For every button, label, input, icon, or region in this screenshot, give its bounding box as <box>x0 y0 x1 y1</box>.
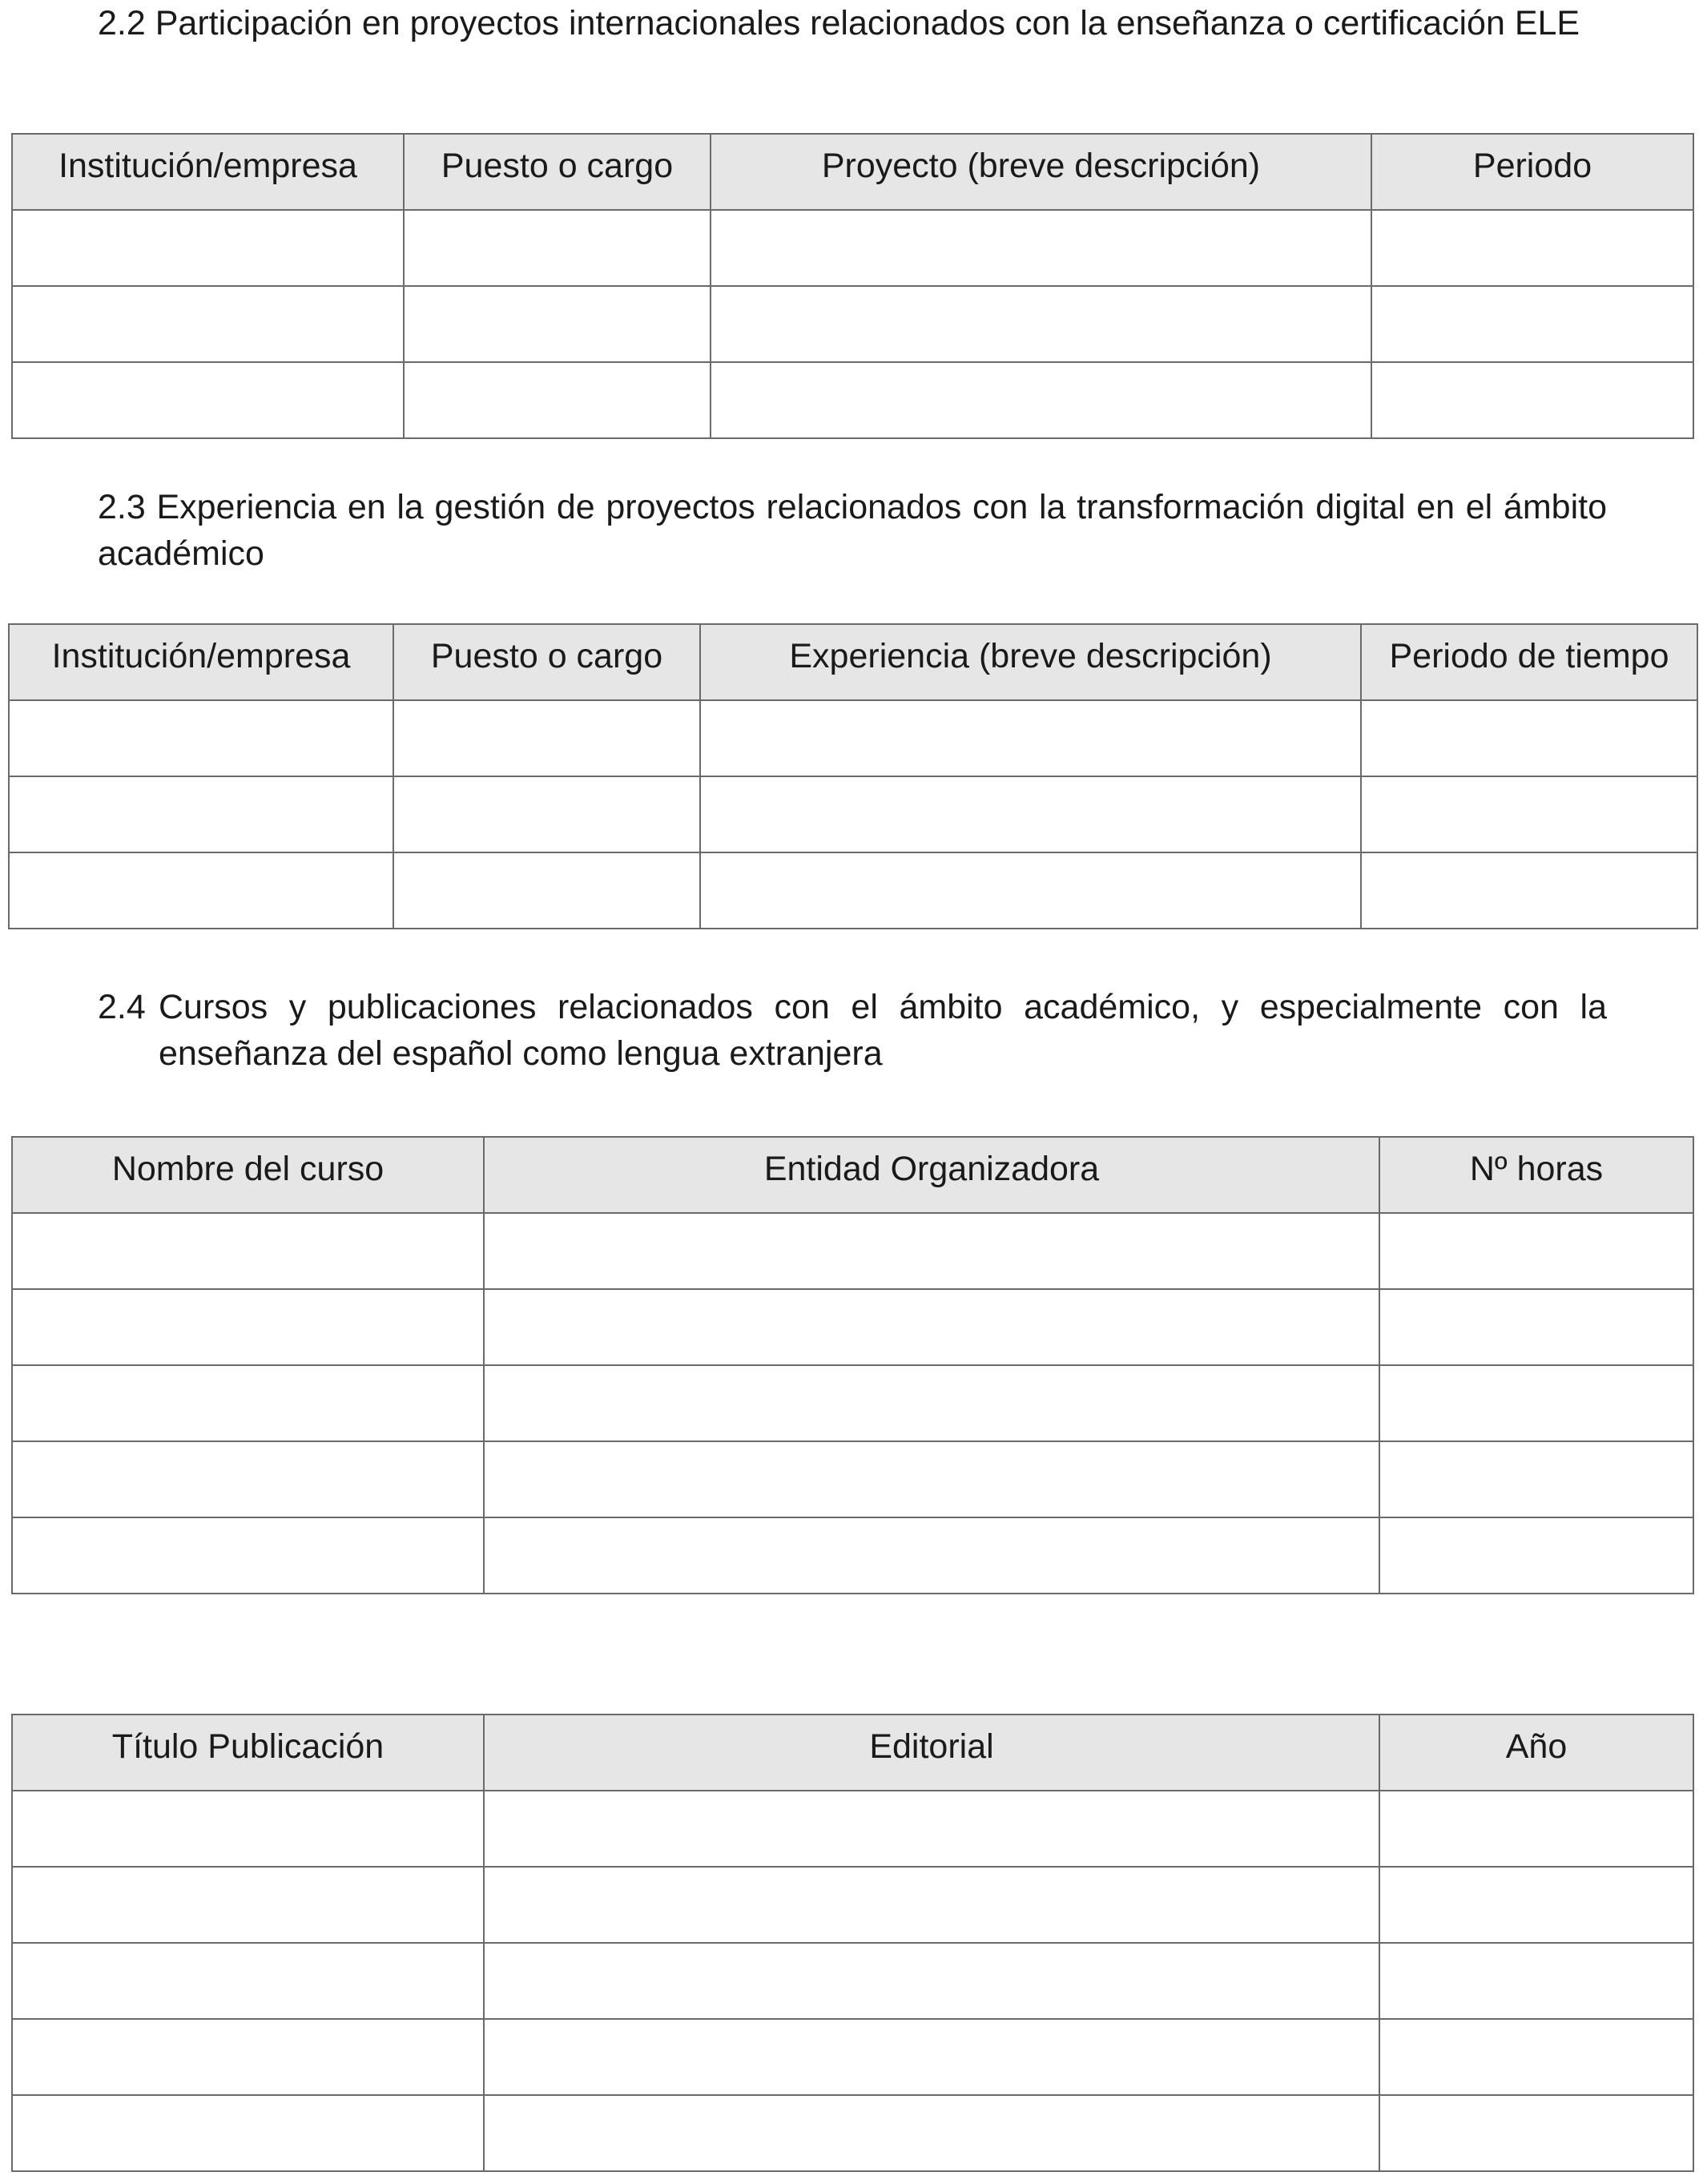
table-row <box>12 210 1693 286</box>
column-header-publication-title: Título Publicación <box>12 1715 484 1791</box>
section-2-2-heading: 2.2 Participación en proyectos internacionales relacionados con la enseñanza o certificación ELE <box>98 4 1580 42</box>
column-header-institution: Institución/empresa <box>9 624 393 700</box>
table-cell[interactable] <box>484 1517 1379 1594</box>
table-cell[interactable] <box>484 1943 1379 2019</box>
table-cell[interactable] <box>484 1791 1379 1867</box>
column-header-period: Periodo <box>1371 134 1693 210</box>
table-cell[interactable] <box>9 852 393 929</box>
table-cell[interactable] <box>12 210 404 286</box>
table-cell[interactable] <box>404 210 711 286</box>
table-cell[interactable] <box>12 1289 484 1365</box>
table-cell[interactable] <box>404 362 711 438</box>
table-cell[interactable] <box>711 210 1371 286</box>
column-header-experience: Experiencia (breve descripción) <box>700 624 1361 700</box>
section-title: Cursos y publicaciones relacionados con el ámbito académico, y especialmente con la enseñanza del español como lengua extranjera <box>159 988 1607 1073</box>
table-cell[interactable] <box>700 776 1361 852</box>
table-cell[interactable] <box>9 700 393 776</box>
table-cell[interactable] <box>12 1441 484 1517</box>
table-cell[interactable] <box>1379 1441 1693 1517</box>
table-cell[interactable] <box>700 700 1361 776</box>
table-cell[interactable] <box>1379 1365 1693 1441</box>
table-cell[interactable] <box>12 2095 484 2171</box>
table-cell[interactable] <box>1379 2019 1693 2095</box>
table-cell[interactable] <box>484 1213 1379 1289</box>
table-cell[interactable] <box>711 286 1371 362</box>
table-cell[interactable] <box>484 2095 1379 2171</box>
table-cell[interactable] <box>1379 1943 1693 2019</box>
table-cell[interactable] <box>1379 1517 1693 1594</box>
table-cell[interactable] <box>12 1517 484 1594</box>
table-row <box>12 1517 1693 1594</box>
table-cell[interactable] <box>1379 2095 1693 2171</box>
table-cell[interactable] <box>12 286 404 362</box>
table-header-row <box>12 1715 1693 1791</box>
table-row <box>12 362 1693 438</box>
table-cell[interactable] <box>12 1213 484 1289</box>
table-cell[interactable] <box>484 1441 1379 1517</box>
column-header-course-name: Nombre del curso <box>12 1137 484 1213</box>
table-header-row <box>12 1137 1693 1213</box>
section-number: 2.4 <box>98 988 146 1026</box>
column-header-organizer: Entidad Organizadora <box>484 1137 1379 1213</box>
table-cell[interactable] <box>1361 776 1697 852</box>
table-header-row <box>9 624 1697 700</box>
column-header-hours: Nº horas <box>1379 1137 1693 1213</box>
table-cell[interactable] <box>1371 210 1693 286</box>
table-row <box>12 1213 1693 1289</box>
courses-table <box>11 1136 1694 1594</box>
table-cell[interactable] <box>12 1943 484 2019</box>
table-cell[interactable] <box>484 1365 1379 1441</box>
table-cell[interactable] <box>1379 1289 1693 1365</box>
table-row <box>12 1867 1693 1943</box>
section-2-4-heading <box>98 984 1607 1077</box>
table-cell[interactable] <box>1379 1791 1693 1867</box>
table-cell[interactable] <box>12 2019 484 2095</box>
table-row <box>12 1289 1693 1365</box>
table-cell[interactable] <box>1379 1213 1693 1289</box>
table-cell[interactable] <box>1371 286 1693 362</box>
table-row <box>12 1943 1693 2019</box>
table-header-row <box>12 134 1693 210</box>
publications-table <box>11 1714 1694 2172</box>
table-cell[interactable] <box>711 362 1371 438</box>
table-cell[interactable] <box>1361 852 1697 929</box>
column-header-publisher: Editorial <box>484 1715 1379 1791</box>
table-cell[interactable] <box>1371 362 1693 438</box>
table-cell[interactable] <box>12 362 404 438</box>
table-cell[interactable] <box>12 1365 484 1441</box>
column-header-year: Año <box>1379 1715 1693 1791</box>
table-cell[interactable] <box>1379 1867 1693 1943</box>
table-cell[interactable] <box>12 1791 484 1867</box>
table-cell[interactable] <box>9 776 393 852</box>
column-header-project: Proyecto (breve descripción) <box>711 134 1371 210</box>
table-row <box>12 1365 1693 1441</box>
international-projects-table <box>11 133 1694 439</box>
table-row <box>9 700 1697 776</box>
table-cell[interactable] <box>484 1289 1379 1365</box>
table-row <box>12 2095 1693 2171</box>
column-header-position: Puesto o cargo <box>404 134 711 210</box>
table-row <box>12 1441 1693 1517</box>
column-header-position: Puesto o cargo <box>393 624 700 700</box>
table-cell[interactable] <box>393 776 700 852</box>
table-row <box>9 852 1697 929</box>
table-cell[interactable] <box>700 852 1361 929</box>
column-header-time-period: Periodo de tiempo <box>1361 624 1697 700</box>
table-cell[interactable] <box>12 1867 484 1943</box>
table-row <box>12 1791 1693 1867</box>
table-cell[interactable] <box>393 700 700 776</box>
table-cell[interactable] <box>393 852 700 929</box>
table-cell[interactable] <box>484 1867 1379 1943</box>
section-2-3-heading: 2.3 Experiencia en la gestión de proyectos relacionados con la transformación digital en el ámbito académico <box>98 488 1607 573</box>
table-cell[interactable] <box>484 2019 1379 2095</box>
digital-transformation-table <box>8 623 1698 929</box>
table-row <box>9 776 1697 852</box>
table-cell[interactable] <box>1361 700 1697 776</box>
table-cell[interactable] <box>404 286 711 362</box>
table-row <box>12 286 1693 362</box>
table-row <box>12 2019 1693 2095</box>
column-header-institution: Institución/empresa <box>12 134 404 210</box>
